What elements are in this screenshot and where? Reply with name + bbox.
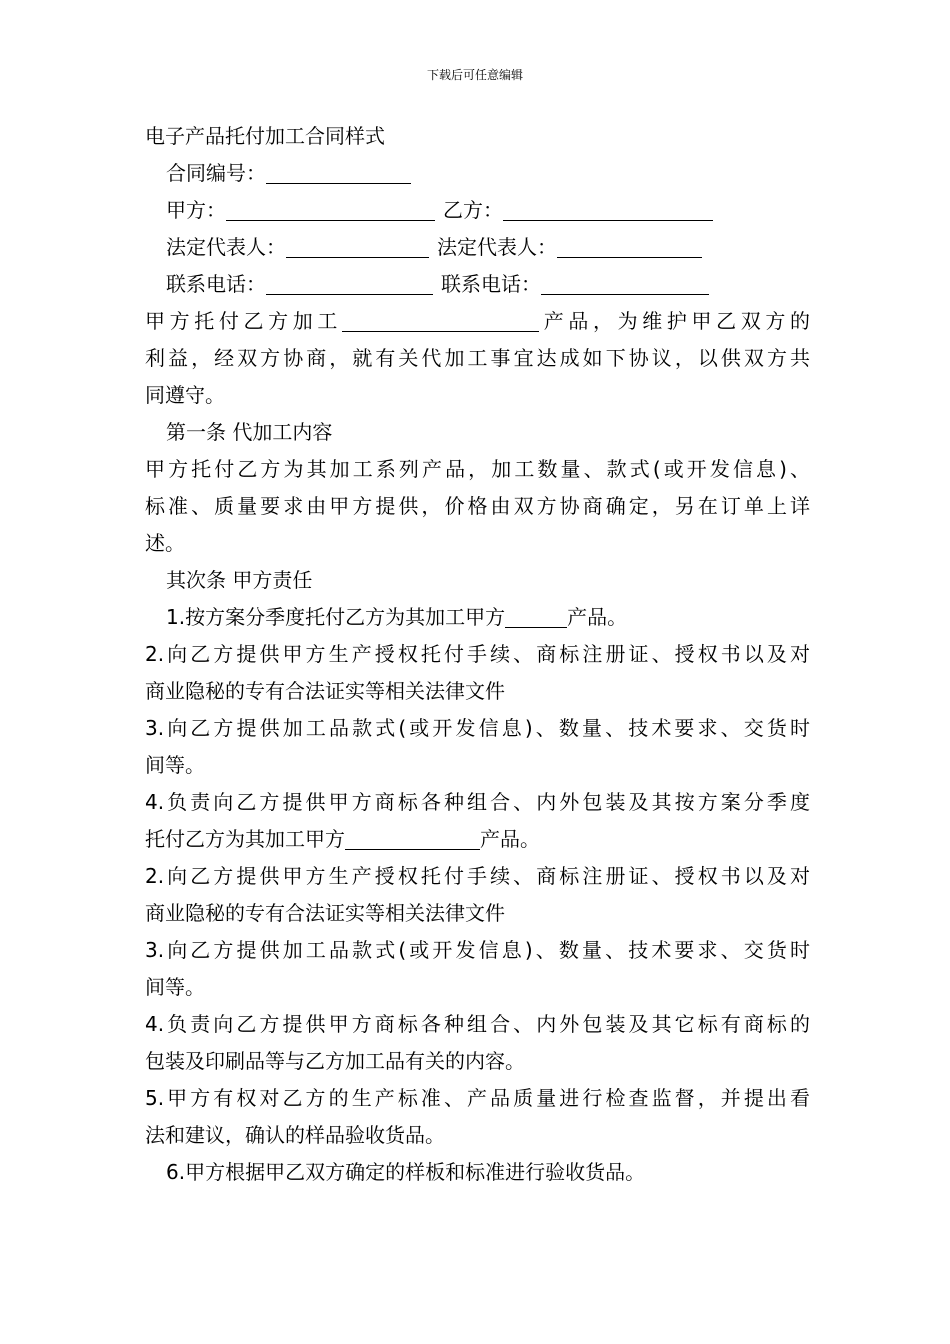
article-2-item-3-line-1: 3.向乙方提供加工品款式(或开发信息)、数量、技术要求、交货时: [145, 716, 810, 740]
article-2-item-5-line-2: 法和建议，确认的样品验收货品。: [145, 1123, 445, 1147]
article-2-item-2b-line-2: 商业隐秘的专有合法证实等相关法律文件: [145, 901, 505, 925]
page-header-note: 下载后可任意编辑: [426, 68, 523, 82]
phone-row: [145, 266, 810, 303]
phone-a-label: 联系电话：: [166, 272, 266, 296]
article-2-heading: 其次条 甲方责任: [166, 568, 313, 592]
article-2-item-1: 1.按方案分季度托付乙方为其加工甲方 产品。: [166, 605, 628, 629]
article-2-item-5-line-1: 5.甲方有权对乙方的生产标准、产品质量进行检查监督，并提出看: [145, 1086, 810, 1110]
legal-rep-a-label: 法定代表人：: [166, 235, 286, 259]
legal-rep-b-blank: [557, 235, 702, 258]
article-2-item-4a-line-2: 托付乙方为其加工甲方 产品。: [145, 827, 540, 851]
item-4a-product-blank: [345, 827, 480, 850]
article-2-item-2-line-1: 2.向乙方提供甲方生产授权托付手续、商标注册证、授权书以及对: [145, 642, 810, 666]
legal-rep-row: [145, 229, 810, 266]
phone-b-label: 联系电话：: [441, 272, 541, 296]
party-a-blank: [226, 198, 435, 221]
contract-document: [145, 118, 810, 1191]
contract-number-label: 合同编号：: [166, 161, 266, 185]
article-2-item-3-line-2: 间等。: [145, 753, 205, 777]
document-title: 电子产品托付加工合同样式: [145, 124, 385, 148]
legal-rep-a-blank: [286, 235, 429, 258]
intro-line-3: 同遵守。: [145, 383, 225, 407]
article-2-item-4a-line-1: 4.负责向乙方提供甲方商标各种组合、内外包装及其按方案分季度: [145, 790, 810, 814]
article-2-item-3b-line-1: 3.向乙方提供加工品款式(或开发信息)、数量、技术要求、交货时: [145, 938, 810, 962]
article-2-item-3b-line-2: 间等。: [145, 975, 205, 999]
article-1-heading: 第一条 代加工内容: [166, 420, 333, 444]
article-1-line-1: 甲方托付乙方为其加工系列产品，加工数量、款式(或开发信息)、: [145, 457, 810, 481]
phone-a-blank: [266, 272, 433, 295]
article-2-item-2-line-2: 商业隐秘的专有合法证实等相关法律文件: [145, 679, 505, 703]
party-a-label: 甲方：: [166, 198, 226, 222]
product-name-blank: [342, 309, 539, 332]
item-1-product-blank: [505, 605, 567, 628]
contract-number-blank: [266, 161, 411, 184]
article-1-line-3: 述。: [145, 531, 185, 555]
intro-line-1: 甲方托付乙方加工 产品，为维护甲乙双方的: [145, 309, 810, 333]
article-2-item-4b-line-1: 4.负责向乙方提供甲方商标各种组合、内外包装及其它标有商标的: [145, 1012, 810, 1036]
party-b-label: 乙方：: [443, 198, 503, 222]
article-2-item-4b-line-2: 包装及印刷品等与乙方加工品有关的内容。: [145, 1049, 525, 1073]
party-b-blank: [503, 198, 713, 221]
article-2-item-6: 6.甲方根据甲乙双方确定的样板和标准进行验收货品。: [166, 1160, 646, 1184]
article-1-line-2: 标准、质量要求由甲方提供，价格由双方协商确定，另在订单上详: [145, 494, 810, 518]
article-2-item-2b-line-1: 2.向乙方提供甲方生产授权托付手续、商标注册证、授权书以及对: [145, 864, 810, 888]
contract-number-row: [145, 155, 810, 192]
intro-line-2: 利益，经双方协商，就有关代加工事宜达成如下协议，以供双方共: [145, 346, 810, 370]
phone-b-blank: [541, 272, 709, 295]
legal-rep-b-label: 法定代表人：: [437, 235, 557, 259]
parties-row: [145, 192, 810, 229]
